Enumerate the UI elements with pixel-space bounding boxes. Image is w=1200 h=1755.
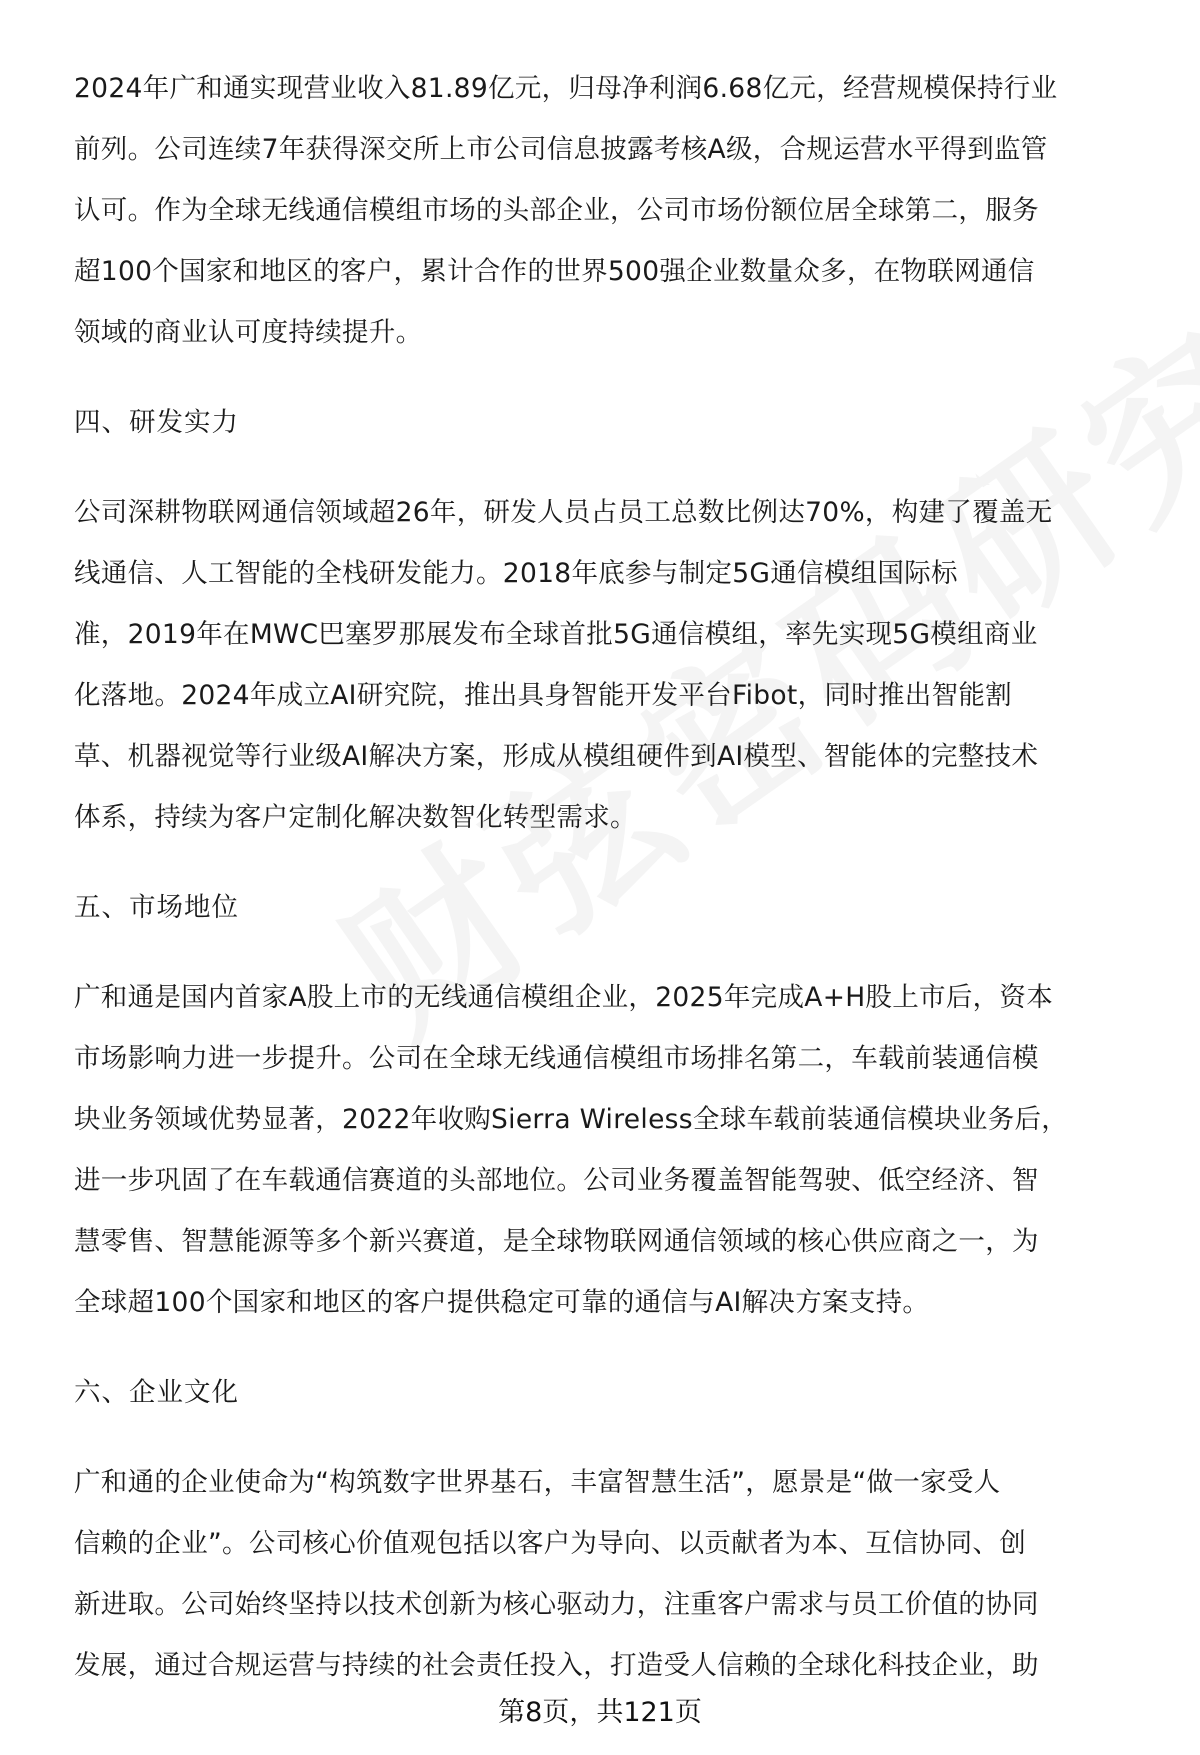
text-line: 广和通的企业使命为“构筑数字世界基石，丰富智慧生活”，愿景是“做一家受人 — [74, 1467, 1001, 1498]
text-line: 进一步巩固了在车载通信赛道的头部地位。公司业务覆盖智能驾驶、低空经济、智 — [74, 1165, 1039, 1196]
text-line: 领域的商业认可度持续提升。 — [74, 317, 423, 348]
text-line: 新进取。公司始终坚持以技术创新为核心驱动力，注重客户需求与员工价值的协同 — [74, 1589, 1039, 1620]
document-page — [74, 58, 1154, 1696]
text-line: 认可。作为全球无线通信模组市场的头部企业，公司市场份额位居全球第二，服务 — [74, 195, 1039, 226]
text-line: 广和通是国内首家A股上市的无线通信模组企业，2025年完成A+H股上市后，资本 — [74, 982, 1054, 1013]
text-line: 信赖的企业”。公司核心价值观包括以客户为导向、以贡献者为本、互信协同、创 — [74, 1528, 1027, 1559]
section-heading-market: 五、市场地位 — [74, 892, 239, 923]
text-line: 块业务领域优势显著，2022年收购Sierra Wireless全球车载前装通信模块业务后， — [74, 1104, 1069, 1135]
text-line: 线通信、人工智能的全栈研发能力。2018年底参与制定5G通信模组国际标 — [74, 558, 958, 589]
text-line: 草、机器视觉等行业级AI解决方案，形成从模组硬件到AI模型、智能体的完整技术 — [74, 741, 1039, 772]
page-number-footer: 第8页，共121页 — [498, 1697, 702, 1728]
text-line: 前列。公司连续7年获得深交所上市公司信息披露考核A级，合规运营水平得到监管 — [74, 134, 1048, 165]
text-line: 准，2019年在MWC巴塞罗那展发布全球首批5G通信模组，率先实现5G模组商业 — [74, 619, 1038, 650]
text-line: 超100个国家和地区的客户，累计合作的世界500强企业数量众多，在物联网通信 — [74, 256, 1035, 287]
section-heading-rd: 四、研发实力 — [74, 407, 239, 438]
text-line: 公司深耕物联网通信领域超26年，研发人员占员工总数比例达70%，构建了覆盖无 — [74, 497, 1053, 528]
text-line: 全球超100个国家和地区的客户提供稳定可靠的通信与AI解决方案支持。 — [74, 1287, 930, 1318]
text-line: 化落地。2024年成立AI研究院，推出具身智能开发平台Fibot，同时推出智能割 — [74, 680, 1012, 711]
text-line: 体系，持续为客户定制化解决数智化转型需求。 — [74, 802, 637, 833]
paragraph-market — [74, 967, 1154, 1333]
paragraph-financial-summary — [74, 58, 1154, 363]
text-line: 发展，通过合规运营与持续的社会责任投入，打造受人信赖的全球化科技企业，助 — [74, 1650, 1039, 1681]
section-heading-culture: 六、企业文化 — [74, 1377, 239, 1408]
text-line: 慧零售、智慧能源等多个新兴赛道，是全球物联网通信领域的核心供应商之一，为 — [74, 1226, 1039, 1257]
text-line: 市场影响力进一步提升。公司在全球无线通信模组市场排名第二，车载前装通信模 — [74, 1043, 1039, 1074]
paragraph-rd — [74, 482, 1154, 848]
text-line: 2024年广和通实现营业收入81.89亿元，归母净利润6.68亿元，经营规模保持行业 — [74, 73, 1058, 104]
paragraph-culture — [74, 1452, 1154, 1696]
